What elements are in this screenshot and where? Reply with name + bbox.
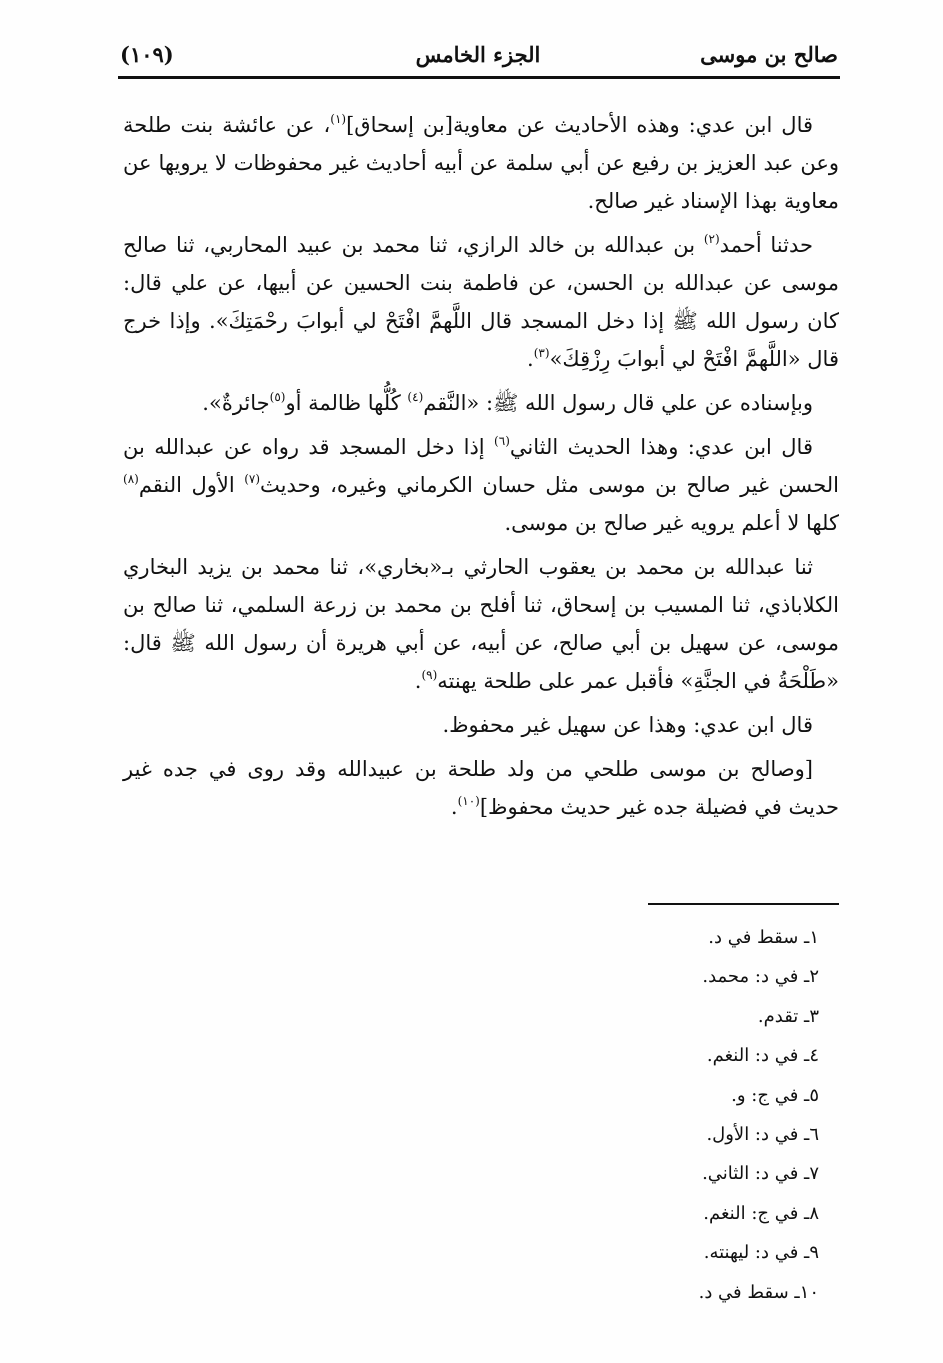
paragraph-text: جائرةٌ».: [202, 391, 270, 415]
paragraph-text: قال ابن عدي: وهذا الحديث الثاني: [509, 435, 813, 459]
page-number: (١٠٩): [120, 42, 174, 67]
paragraph-text: وبإسناده عن علي قال رسول الله ﷺ: «النَّقم: [423, 391, 813, 415]
paragraph: [123, 706, 839, 744]
footnote-item: ٥ـ في ج: و.: [731, 1084, 819, 1106]
footnote-item: ٩ـ في د: ليهنته.: [703, 1242, 819, 1264]
paragraph-text: .: [527, 347, 534, 371]
footnote-marker: (١٠): [457, 794, 480, 808]
paragraph-text: قال ابن عدي: وهذه الأحاديث عن معاوية[بن إسحاق]: [346, 113, 813, 137]
footnote-item: ١ـ سقط في د.: [708, 927, 819, 948]
volume-title: الجزء الخامس: [415, 42, 541, 67]
footnote-separator: [648, 903, 839, 905]
footnote-marker: (٩): [421, 668, 438, 682]
paragraph-text: إذا دخل المسجد قد رواه عن عبدالله بن الحسن غير صالح بن موسى مثل حسان الكرماني وغيره، وحديث: [123, 435, 839, 497]
paragraph: [123, 750, 839, 826]
footnote-marker: (٢): [703, 232, 720, 246]
footnote-marker: (٥): [269, 390, 286, 404]
paragraph-text: حدثنا أحمد: [719, 233, 813, 257]
body-text: [123, 106, 839, 832]
paragraph-text: قال ابن عدي: وهذا عن سهيل غير محفوظ.: [442, 713, 813, 737]
paragraph-text: .: [450, 795, 458, 819]
footnote-item: ١٠ـ سقط في د.: [698, 1281, 819, 1303]
running-header: [118, 38, 838, 72]
paragraph: [123, 548, 839, 700]
header-rule: [118, 76, 840, 79]
footnote-item: ٤ـ في د: النغم.: [706, 1045, 819, 1067]
paragraph: [123, 226, 839, 378]
paragraph-text: ثنا عبدالله بن محمد بن يعقوب الحارثي بـ«بخاري»، ثنا محمد بن يزيد البخاري الكلاباذي، ثنا المسيب بن إسحاق، ثنا أفلح بن محمد بن زرعة السلمي، ثنا صالح بن موسى، عن سهيل بن أبي صالح، عن أبيه، عن أبي هريرة أن رسول الله ﷺ قال: «طَلْحَةُ في الجنَّةِ» فأقبل عمر على طلحة يهنته: [123, 555, 839, 693]
paragraph: [123, 428, 839, 542]
paragraph-text: [وصالح بن موسى طلحي من ولد طلحة بن عبيدالله وقد روى في جده غير حديث في فضيلة جده غير حديث محفوظ]: [123, 757, 839, 819]
footnote-item: ٦ـ في د: الأول.: [706, 1124, 819, 1146]
paragraph-text: ، عن عائشة بنت طلحة وعن عبد العزيز بن رفيع عن أبي سلمة عن أبيه أحاديث غير محفوظات لا يرويها عن معاوية بهذا الإسناد غير صالح.: [123, 113, 839, 213]
footnote-marker: (٧): [244, 472, 261, 486]
paragraph-text: الأول النقم: [138, 473, 245, 497]
footnote-marker: (٤): [407, 390, 424, 404]
footnote-marker: (٨): [123, 472, 139, 486]
entry-name: صالح بن موسى: [700, 42, 838, 67]
footnote-marker: (٣): [533, 346, 550, 360]
footnote-marker: (٦): [494, 434, 510, 448]
paragraph: [123, 384, 839, 422]
footnote-item: ٣ـ تقدم.: [757, 1005, 819, 1027]
footnote-item: ٢ـ في د: محمد.: [702, 966, 819, 988]
footnote-item: ٨ـ في ج: النغم.: [703, 1202, 819, 1224]
paragraph: [123, 106, 839, 220]
paragraph-text: .: [414, 669, 422, 693]
footnote-marker: (١): [330, 112, 347, 126]
footnote-item: ٧ـ في د: الثاني.: [702, 1163, 819, 1185]
paragraph-text: كُلُّها ظالمة أو: [285, 391, 408, 415]
paragraph-text: كلها لا أعلم يرويه غير صالح بن موسى.: [504, 511, 839, 535]
paragraph-text: بن عبدالله بن خالد الرازي، ثنا محمد بن عبيد المحاربي، ثنا صالح موسى عن عبدالله بن الحسن، عن فاطمة بنت الحسين عن أبيها، عن علي قال: كان رسول الله ﷺ إذا دخل المسجد قال اللَّهمَّ افْتَحْ لي أبوابَ رحْمَتِكَ». وإذا خرج قال «اللَّهمَّ افْتَحْ لي أبوابَ رِزْقِكَ»: [123, 233, 839, 371]
footnotes: [600, 918, 839, 1312]
